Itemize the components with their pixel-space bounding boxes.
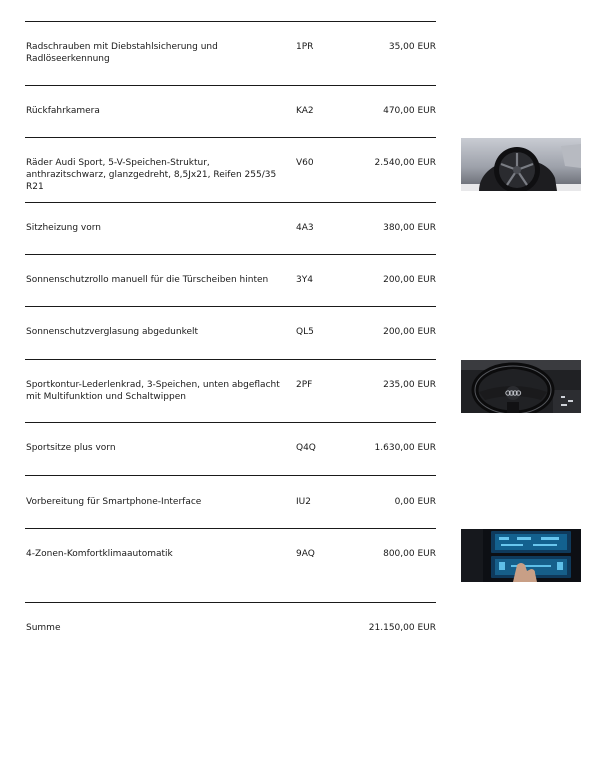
- option-code: 2PF: [296, 380, 313, 390]
- option-price: 380,00 EUR: [383, 223, 436, 233]
- option-code: Q4Q: [296, 443, 316, 453]
- wheel-image: [461, 138, 581, 191]
- option-price: 800,00 EUR: [383, 549, 436, 559]
- row-separator: [25, 475, 436, 476]
- climate-control-photo: [461, 529, 581, 582]
- option-code: 3Y4: [296, 275, 313, 285]
- option-price: 200,00 EUR: [383, 275, 436, 285]
- option-price: 35,00 EUR: [388, 42, 436, 52]
- total-separator: [25, 602, 436, 603]
- option-description: 4-Zonen-Komfortklimaautomatik: [26, 549, 173, 559]
- row-separator: [25, 359, 436, 360]
- option-price: 1.630,00 EUR: [374, 443, 436, 453]
- option-description: Sportsitze plus vorn: [26, 443, 116, 453]
- option-description: Sonnenschutzverglasung abgedunkelt: [26, 327, 199, 337]
- option-description: Rückfahrkamera: [26, 106, 100, 116]
- option-code: V60: [296, 158, 314, 168]
- option-code: 4A3: [296, 223, 314, 233]
- steering-wheel-image: [461, 360, 581, 413]
- option-code: KA2: [296, 106, 314, 116]
- option-description: Radschrauben mit Diebstahlsicherung und Radlöseerkennung: [26, 42, 218, 64]
- row-separator: [25, 254, 436, 255]
- total-label: Summe: [26, 623, 61, 633]
- wheel-photo: [461, 138, 581, 191]
- option-description: Sonnenschutzrollo manuell für die Türscheiben hinten: [26, 275, 269, 285]
- row-separator: [25, 21, 436, 22]
- option-description: Räder Audi Sport, 5-V-Speichen-Struktur, anthrazitschwarz, glanzgedreht, 8,5Jx21, Reifen 255/35 R21: [26, 158, 277, 192]
- option-description: Sportkontur-Lederlenkrad, 3-Speichen, unten abgeflacht mit Multifunktion und Schaltwippen: [26, 380, 280, 402]
- option-description: Vorbereitung für Smartphone-Interface: [26, 497, 202, 507]
- row-separator: [25, 137, 436, 138]
- option-price: 235,00 EUR: [383, 380, 436, 390]
- option-price: 0,00 EUR: [394, 497, 436, 507]
- row-separator: [25, 85, 436, 86]
- option-price: 470,00 EUR: [383, 106, 436, 116]
- row-separator: [25, 202, 436, 203]
- total-price: 21.150,00 EUR: [368, 623, 436, 633]
- steering-wheel-photo: [461, 360, 581, 413]
- row-separator: [25, 306, 436, 307]
- option-description: Sitzheizung vorn: [26, 223, 101, 233]
- row-separator: [25, 528, 436, 529]
- row-separator: [25, 422, 436, 423]
- option-code: IU2: [296, 497, 311, 507]
- option-code: 1PR: [296, 42, 314, 52]
- option-price: 2.540,00 EUR: [374, 158, 436, 168]
- option-code: 9AQ: [296, 549, 315, 559]
- option-price: 200,00 EUR: [383, 327, 436, 337]
- option-code: QL5: [296, 327, 314, 337]
- climate-control-image: [461, 529, 581, 582]
